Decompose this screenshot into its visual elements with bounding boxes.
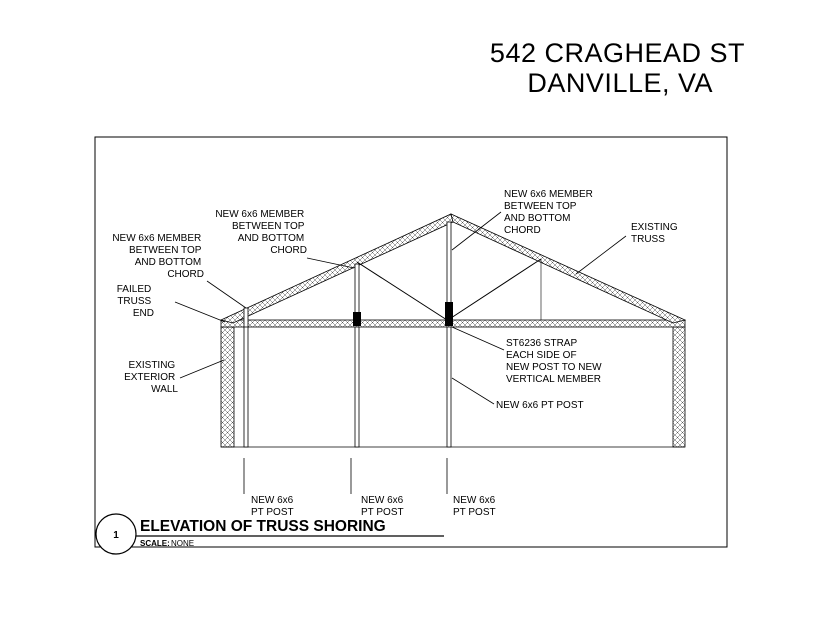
post-assembly-mid: [353, 264, 361, 447]
web-left: [357, 262, 447, 320]
web-right: [451, 259, 541, 318]
note-post-right: NEW 6x6 PT POST: [453, 495, 496, 518]
note-strap: ST6236 STRAP EACH SIDE OF NEW POST TO NEW VERTICAL MEMBER: [506, 338, 602, 385]
note-member-left: NEW 6x6 MEMBER BETWEEN TOP AND BOTTOM CHORD: [112, 233, 204, 280]
scale-label: SCALE:: [140, 539, 170, 548]
detail-number: 1: [113, 530, 119, 541]
post-assembly-right: [445, 222, 453, 447]
left-wall: [221, 327, 234, 447]
address-line-2: DANVILLE, VA: [527, 68, 713, 98]
sheet-border: [95, 137, 727, 547]
note-existing-wall: EXISTING EXTERIOR WALL: [124, 360, 178, 395]
note-existing-truss: EXISTING TRUSS: [631, 222, 678, 245]
note-member-mid: NEW 6x6 MEMBER BETWEEN TOP AND BOTTOM CHORD: [215, 209, 307, 256]
note-pt-post: NEW 6x6 PT POST: [496, 400, 584, 411]
note-post-mid: NEW 6x6 PT POST: [361, 495, 404, 518]
right-wall: [673, 327, 685, 447]
note-failed-truss: FAILED TRUSS END: [116, 284, 154, 319]
note-member-right: NEW 6x6 MEMBER BETWEEN TOP AND BOTTOM CHORD: [504, 189, 593, 236]
post-assembly-left: [244, 308, 248, 447]
scale-value: NONE: [171, 539, 195, 548]
address-line-1: 542 CRAGHEAD ST: [489, 38, 745, 68]
drawing-title: ELEVATION OF TRUSS SHORING: [140, 518, 386, 535]
note-post-left: NEW 6x6 PT POST: [251, 495, 294, 518]
